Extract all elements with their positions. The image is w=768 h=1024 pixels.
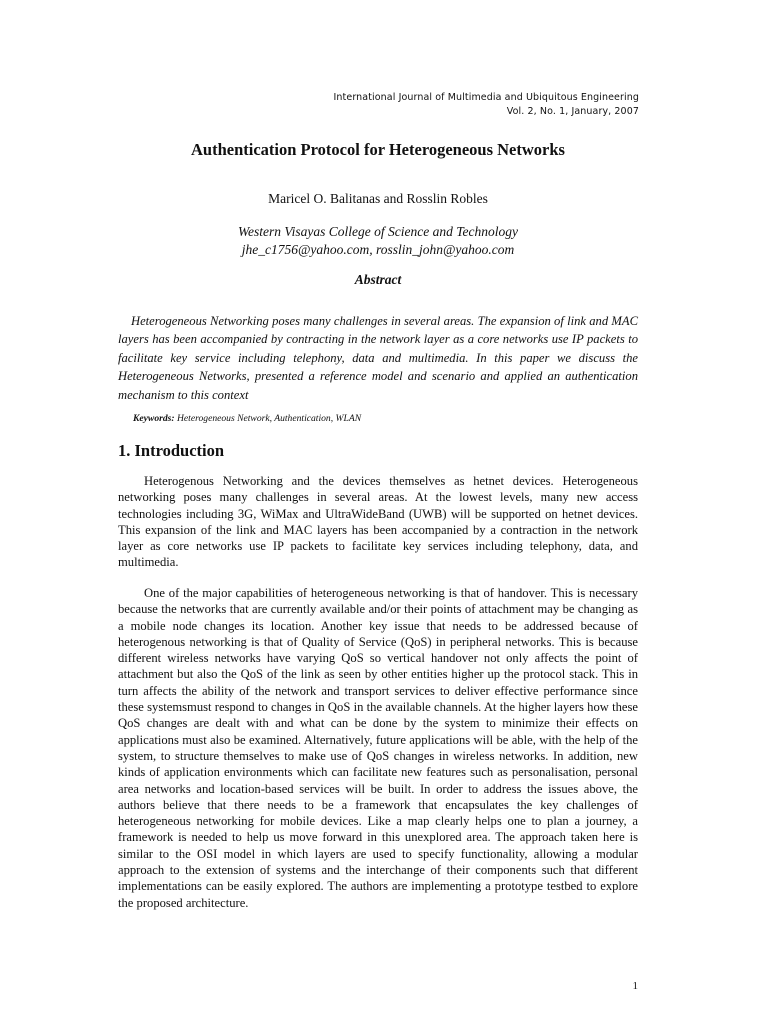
- affiliation-name: Western Visayas College of Science and Technology: [238, 224, 518, 239]
- keywords-text: Heterogeneous Network, Authentication, WLAN: [176, 413, 362, 424]
- section-heading-introduction: 1. Introduction: [118, 441, 225, 460]
- abstract-text: Heterogeneous Networking poses many challenges in several areas. The expansion of link and MAC layers has been accompanied by contracting in the network layer as a core networks use IP packets to facilitate key service including telephony, data and multimedia. In this paper we discuss the Heterogeneous Networks, presented a reference model and scenario and applied an authentication mechanism to this context: [118, 314, 638, 402]
- page-number: 1: [632, 980, 638, 992]
- abstract-heading: Abstract: [354, 272, 402, 287]
- paper-title: Authentication Protocol for Heterogeneous Networks: [191, 140, 565, 159]
- paper-authors: Maricel O. Balitanas and Rosslin Robles: [268, 191, 488, 206]
- keywords-label: Keywords:: [133, 413, 175, 424]
- paragraph: One of the major capabilities of heterogeneous networking is that of handover. This is necessary because the networks that are currently available and/or their points of attachment may be changing as a mobile node changes its location. Another key issue that needs to be addressed because of heterogenous networking is that of Quality of Service (QoS) in peripheral networks. This is because different wireless networks have varying QoS so vertical handover not only affects the point of attachment but also the QoS of the link as seen by other entities higher up the protocol stack. This in turn affects the ability of the network and transport services to deliver effective performance since these systemsmust respond to changes in QoS in the available channels. At the higher layers how these QoS changes are dealt with and what can be done by the system to minimize their effects on applications must also be examined. Alternatively, future applications will be able, with the help of the system, to structure themselves to make use of QoS changes in wireless networks. In addition, new kinds of application environments which can facilitate new features such as personalisation, personal area networks and location-based services will be built. In order to address the issues above, the authors believe that there needs to be a framework that encapsulates the key challenges of heterogeneous networking for mobile devices. Like a map clearly helps one to plan a journey, a framework is needed to help us move forward in this unexplored area. The approach taken here is similar to the OSI model in which layers are used to specify functionality, allowing a modular approach to the extension of systems and the interchange of their components such that different implementations can be easily explored. The authors are implementing a prototype testbed to explore the proposed architecture.: [118, 586, 638, 910]
- journal-volume: Vol. 2, No. 1, January, 2007: [506, 106, 639, 117]
- author-affiliation-block: [118, 223, 638, 259]
- author-emails: jhe_c1756@yahoo.com, rosslin_john@yahoo.com: [241, 242, 515, 257]
- journal-name: International Journal of Multimedia and Ubiquitous Engineering: [333, 92, 639, 103]
- journal-header: [334, 91, 639, 119]
- keywords-line: [133, 412, 633, 426]
- paragraph: Heterogenous Networking and the devices themselves as hetnet devices. Heterogeneous networking poses many challenges in several areas. At the lowest levels, many new access technologies including 3G, WiMax and UltraWideBand (UWB) will be supported on hetnet devices. This expansion of the link and MAC layers has been accompanied by a contraction in the network layer as core networks use IP packets to facilitate key services including telephony, data, and multimedia.: [118, 474, 638, 570]
